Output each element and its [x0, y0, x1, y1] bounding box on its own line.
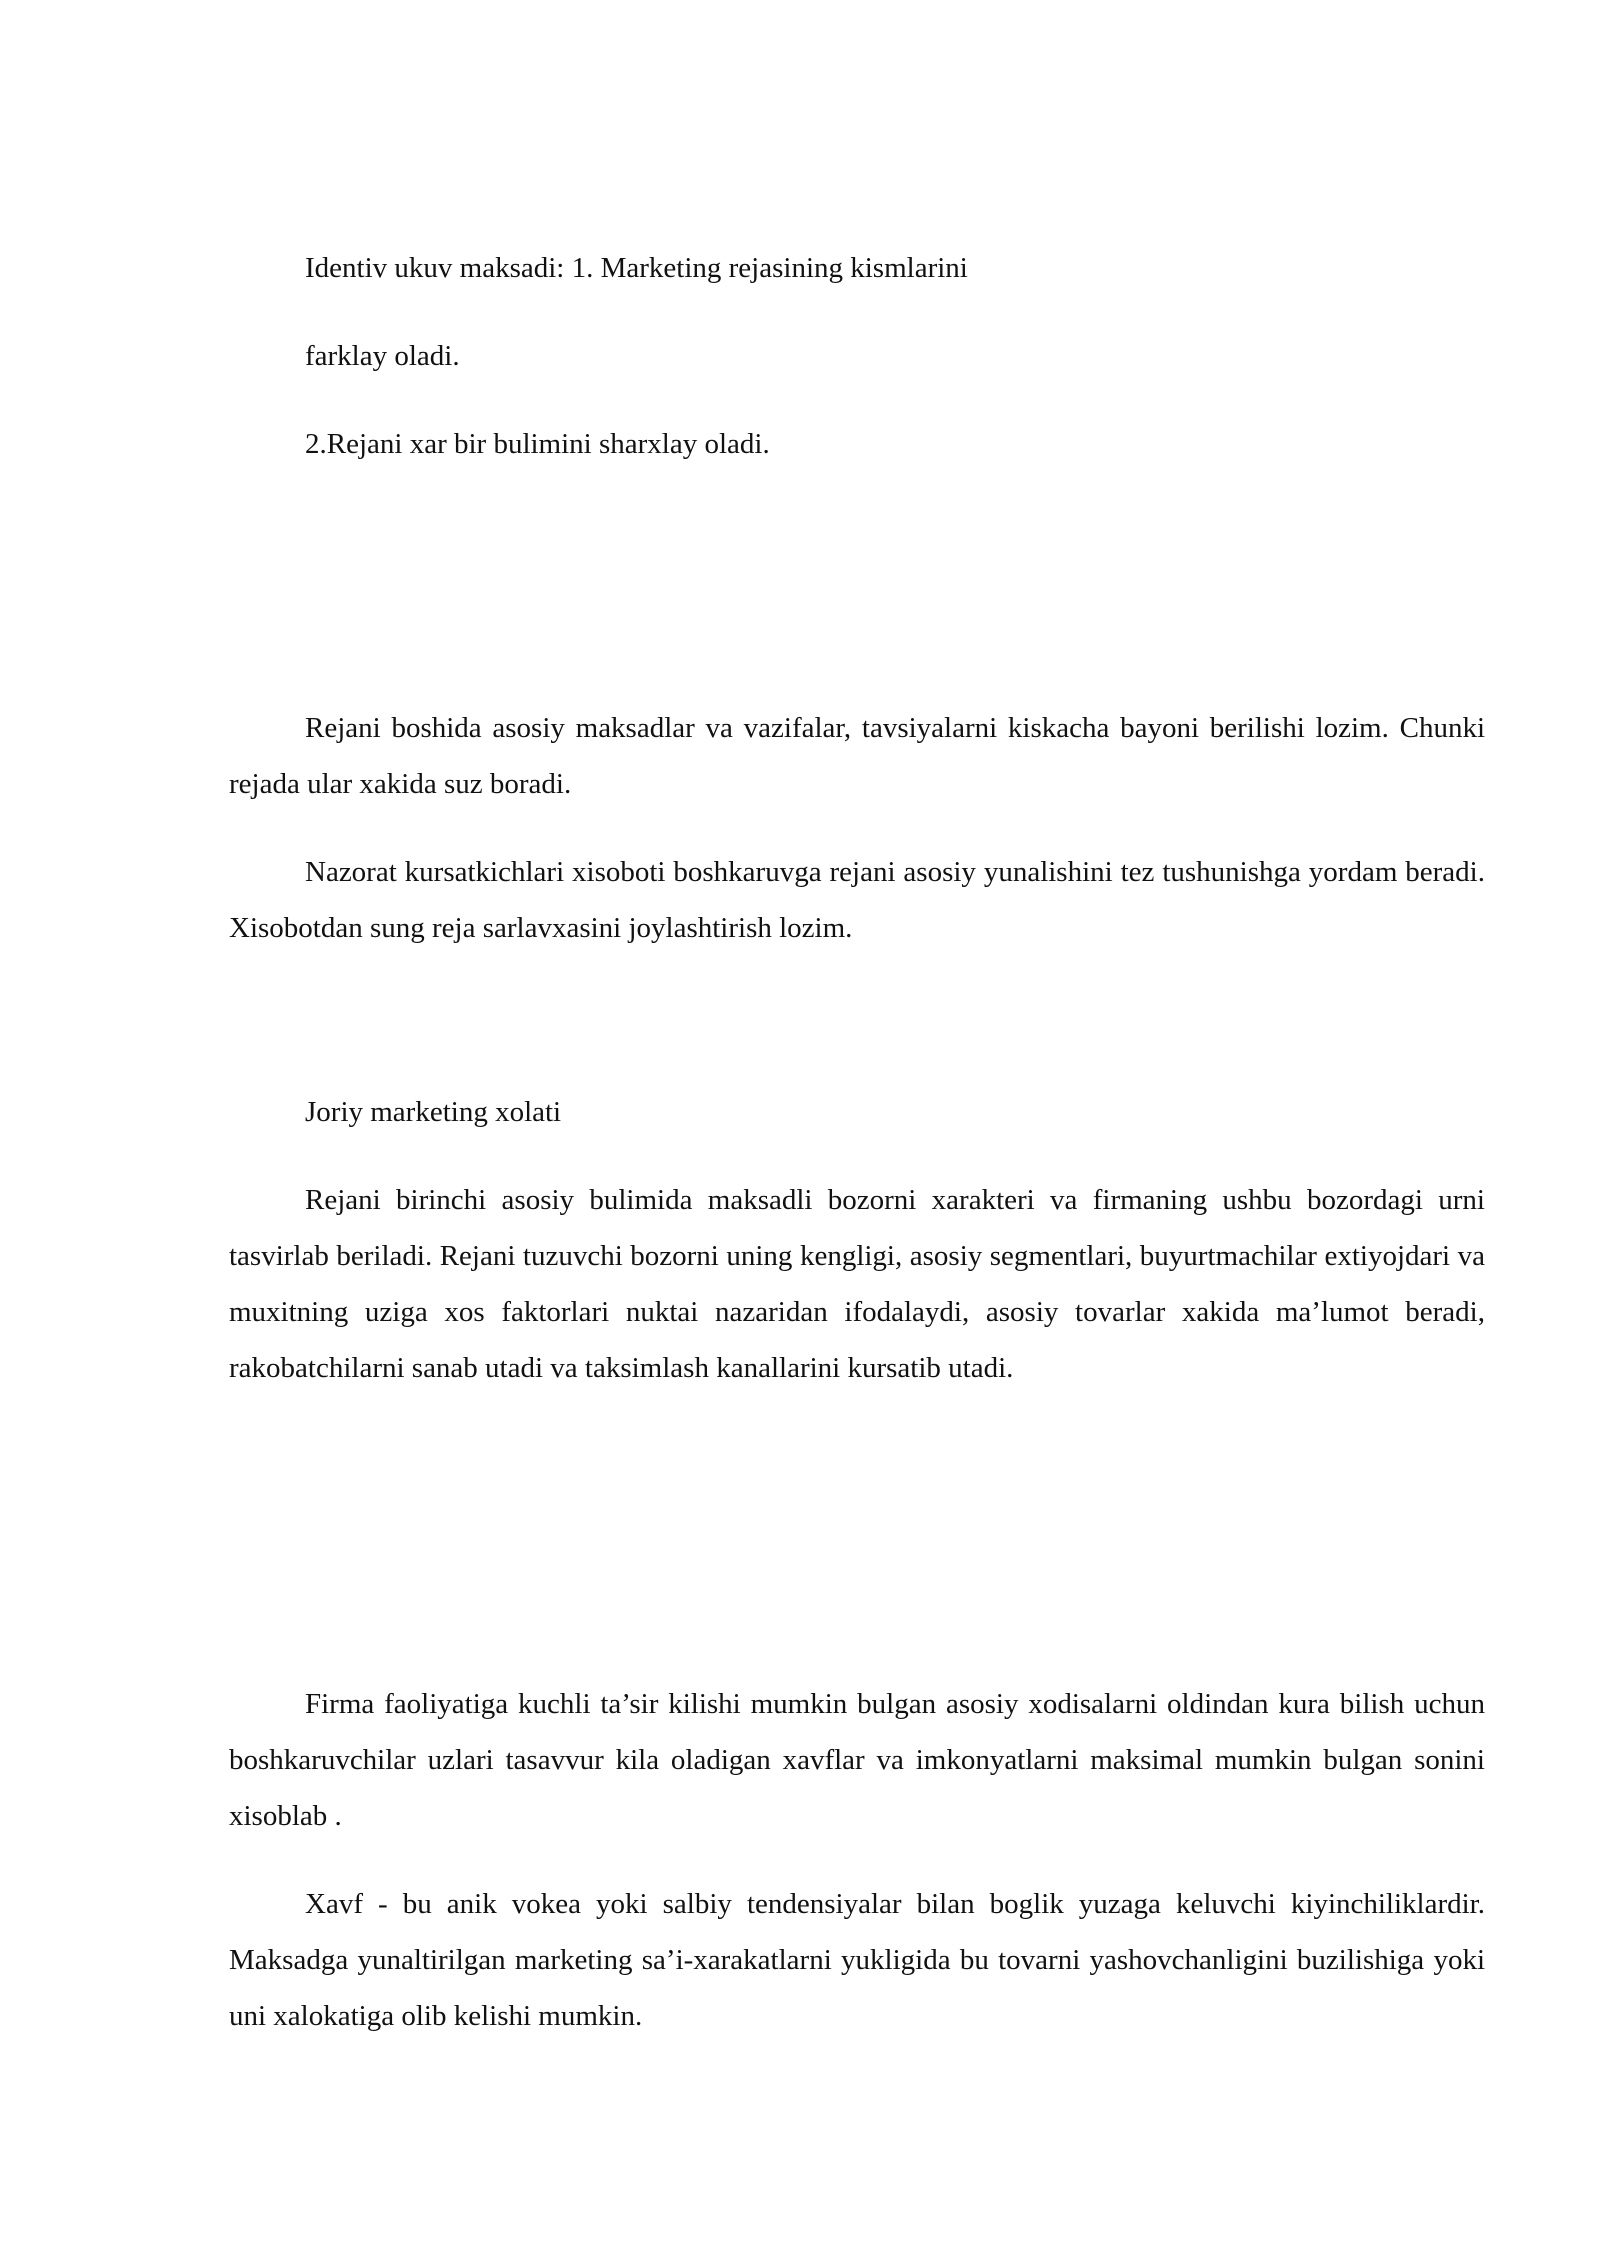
- section-heading: Joriy marketing xolati: [305, 1096, 562, 1128]
- paragraph-threats-opportunities: Firma faoliyatiga kuchli ta’sir kilishi mumkin bulgan asosiy xodisalarni oldindan kura bilish uchun boshkaruvchilar uzlari tasavvur kila oladigan xavflar va imkonyatlarni maksimal mumkin bulgan sonini xisoblab .: [229, 1688, 1485, 1832]
- paragraph-intro: Rejani boshida asosiy maksadlar va vazifalar, tavsiyalarni kiskacha bayoni berilishi lozim. Chunki rejada ular xakida suz boradi.: [229, 712, 1485, 800]
- paragraph-control-indicators: Nazorat kursatkichlari xisoboti boshkaruvga rejani asosiy yunalishini tez tushunishga yordam beradi. Xisobotdan sung reja sarlavxasini joylashtirish lozim.: [229, 856, 1485, 944]
- objective-line-2: farklay oladi.: [305, 340, 460, 372]
- paragraph-market-situation: Rejani birinchi asosiy bulimida maksadli bozorni xarakteri va firmaning ushbu bozordagi urni tasvirlab beriladi. Rejani tuzuvchi bozorni uning kengligi, asosiy segmentlari, buyurtmachilar extiyojdari va muxitning uziga xos faktorlari nuktai nazaridan ifodalaydi, asosiy tovarlar xakida ma’lumot beradi, rakobatchilarni sanab utadi va taksimlash kanallarini kursatib utadi.: [229, 1184, 1485, 1384]
- objective-line-3: 2.Rejani xar bir bulimini sharxlay oladi.: [305, 428, 770, 460]
- objective-line-1: Identiv ukuv maksadi: 1. Marketing rejasining kismlarini: [305, 252, 968, 284]
- paragraph-threat-definition: Xavf - bu anik vokea yoki salbiy tendensiyalar bilan boglik yuzaga keluvchi kiyinchiliklardir. Maksadga yunaltirilgan marketing sa’i-xarakatlarni yukligida bu tovarni yashovchanligini buzilishiga yoki uni xalokatiga olib kelishi mumkin.: [229, 1888, 1485, 2032]
